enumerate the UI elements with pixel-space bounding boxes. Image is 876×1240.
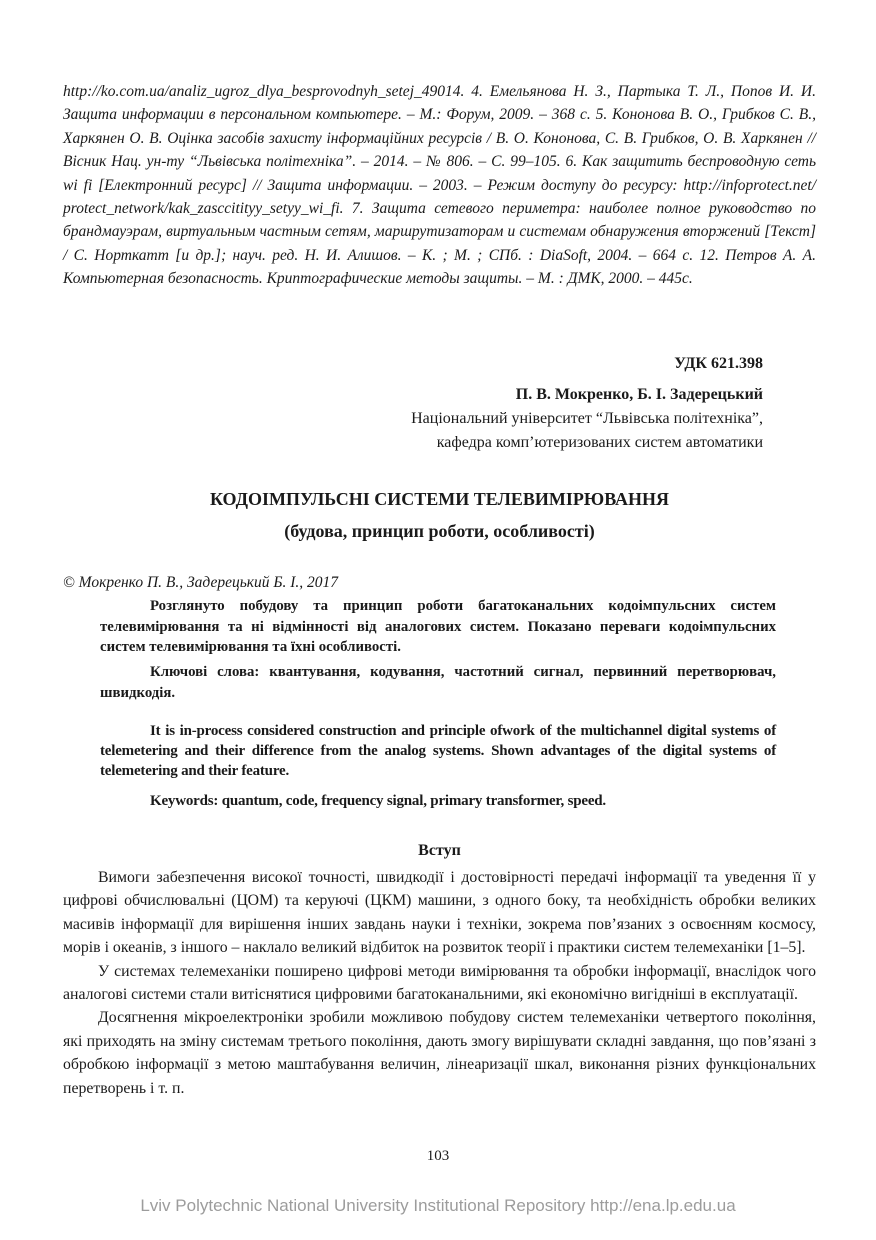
repository-footer: Lviv Polytechnic National University Institutional Repository http://ena.lp.edu.ua <box>140 1196 736 1215</box>
references-text: http://ko.com.ua/analiz_ugroz_dlya_besprovodnyh_setej_49014. 4. Емельянова Н. З., Партыка Т. Л., Попов И. И. Защита информации в персональном компьютере. – М.: Форум, 2009. – 368 с. 5. Кононова В. О., Грибков С. В., Харкянен О. В. Оцінка засобів захисту інформаційних ресурсів / В. О. Кононова, С. В. Грибков, О. В. Харкянен // Вісник Нац. ун-ту “Львівська політехніка”. – 2014. – № 806. – С. 99–105. 6. Как защитить беспроводную сеть wi fi [Електронний ресурс] // Защита информации. – 2003. – Режим доступу до ресурсу: http://infoprotect.net/ protect_network/kak_zasccitityy_setyy_wi_fi. 7. Защита сетевого периметра: наиболее полное руководство по брандмауэрам, виртуальным частным сетям, маршрутизаторам и системам обнаружения вторжений [Текст] / С. Норткатт [и др.]; науч. ред. Н. И. Алишов. – К. ; М. ; СПб. : DiaSoft, 2004. – 664 с. 12. Петров А. А. Компьютерная безопасность. Криптографические методы защиты. – М. : ДМК, 2000. – 445с. <box>63 83 816 288</box>
udc-code: УДК 621.398 <box>674 355 763 372</box>
body-text <box>63 866 816 1100</box>
article-title <box>63 483 816 547</box>
keywords-ukrainian: Ключові слова: квантування, кодування, частотний сигнал, первинний перетворювач, швидкодія. <box>100 664 776 701</box>
meta-block <box>63 352 763 455</box>
page-number: 103 <box>426 1148 450 1164</box>
title-line-2: (будова, принцип роботи, особливості) <box>284 521 595 541</box>
affiliation-line-2: кафедра комп’ютеризованих систем автоматики <box>436 434 763 451</box>
section-heading-vstup: Вступ <box>418 842 461 859</box>
abstract-english: It is in-process considered construction and principle ofwork of the multichannel digital systems of telemetering and their difference from the analog systems. Shown advantages of the digital systems of telemetering and their feature. <box>100 723 776 779</box>
copyright-line: © Мокренко П. В., Задерецький Б. І., 2017 <box>63 574 339 591</box>
authors-line: П. В. Мокренко, Б. І. Задерецький <box>515 386 763 403</box>
body-paragraph-1: Вимоги забезпечення високої точності, швидкодії і достовірності передачі інформації та уведення її у цифрові обчислювальні (ЦОМ) та керуючі (ЦКМ) машини, з одного боку, та необхідність обробки великих масивів інформації для вирішення інших завдань науки і техніки, зокрема пов’язаних з освоєнням космосу, морів і океанів, з іншого – наклало великий відбиток на розвиток теорії і практики систем телемеханіки [1–5]. <box>63 869 816 957</box>
affiliation-line-1: Національний університет “Львівська політехніка”, <box>411 410 763 427</box>
body-paragraph-3: Досягнення мікроелектроніки зробили можливою побудову систем телемеханіки четвертого покоління, які приходять на зміну системам третього покоління, дають змогу вирішувати складні завдання, що пов’язані з обробкою інформації з метою маштабування величин, лінеаризації шкал, виконання різних функціональних перетворень і т. п. <box>63 1009 816 1097</box>
title-line-1: КОДОІМПУЛЬСНІ СИСТЕМИ ТЕЛЕВИМІРЮВАННЯ <box>209 489 670 509</box>
abstract-ukrainian: Розглянуто побудову та принцип роботи багатоканальних кодоімпульсних систем телевимірювання та ні відмінності від аналогових систем. Показано переваги кодоімпульсних систем телевимірювання та їхні особливості. <box>100 598 776 656</box>
keywords-english: Keywords: quantum, code, frequency signal, primary transformer, speed. <box>150 793 606 809</box>
body-paragraph-2: У системах телемеханіки поширено цифрові методи вимірювання та обробки інформації, внаслідок чого аналогові системи стали витіснятися цифровими багатоканальними, які економічно вигідніші в експлуатації. <box>63 962 816 1004</box>
